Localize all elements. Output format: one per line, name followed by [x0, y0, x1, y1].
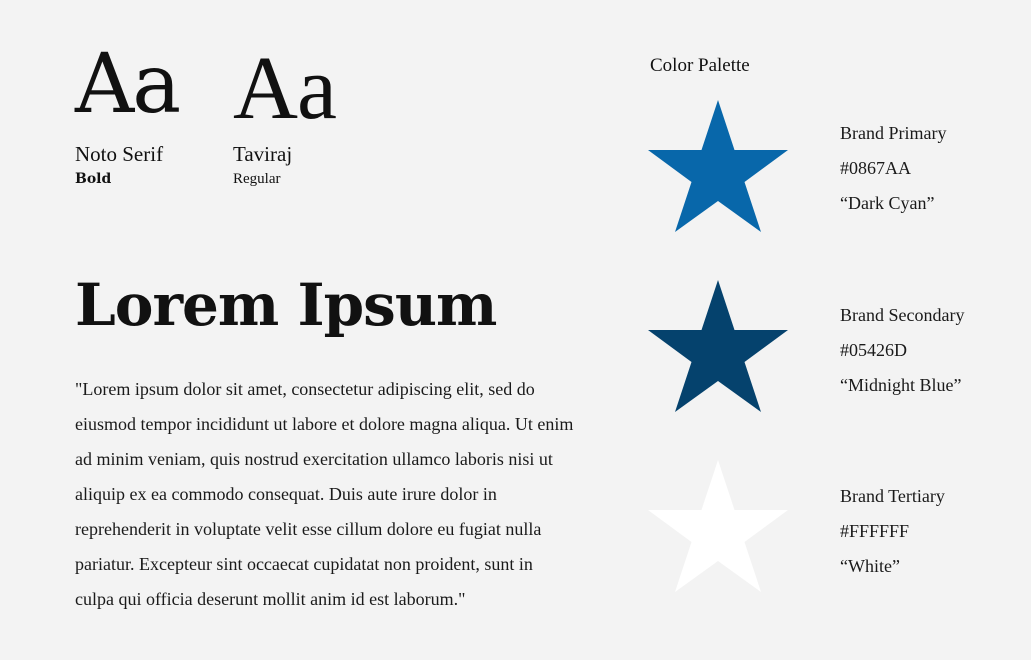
font-name-label: Noto Serif [75, 142, 164, 166]
swatch-secondary [646, 278, 790, 414]
color-name-label: “Dark Cyan” [840, 193, 935, 213]
font-sample-glyph: Aa [75, 37, 180, 132]
star-icon [646, 458, 790, 594]
palette-title: Color Palette [650, 55, 750, 76]
color-hex-value: #05426D [840, 340, 907, 360]
color-name-label: “White” [840, 556, 900, 576]
color-hex-value: #FFFFFF [840, 521, 910, 541]
sample-paragraph: "Lorem ipsum dolor sit amet, consectetur adipiscing elit, sed do eiusmod tempor incididunt ut labore et dolore magna aliqua. Ut enim ad minim veniam, quis nostrud exercitation ullamco laboris nisi ut aliquip ex ea commodo consequat. Duis aute irure dolor in reprehenderit in voluptate velit esse cillum dolore eu fugiat nulla pariatur. Excepteur sint occaecat cupidatat non proident, sunt in culpa qui officia deserunt mollit anim id est laborum." [75, 379, 574, 609]
sample-heading: Lorem Ipsum [75, 271, 497, 339]
color-hex-value: #0867AA [840, 158, 911, 178]
color-role-label: Brand Tertiary [840, 486, 945, 506]
font-name-label: Taviraj [233, 142, 293, 166]
swatch-info-secondary [840, 298, 964, 403]
star-icon [646, 278, 790, 414]
swatch-info-primary [840, 116, 946, 221]
font-sample-glyph: Aa [233, 39, 336, 138]
font-specimen-taviraj [233, 39, 336, 187]
font-specimen-noto-serif [75, 37, 180, 187]
font-weight-label: Bold [75, 171, 112, 187]
swatch-tertiary [646, 458, 790, 594]
swatch-info-tertiary [840, 479, 945, 584]
color-name-label: “Midnight Blue” [840, 375, 962, 395]
color-role-label: Brand Primary [840, 123, 947, 143]
color-role-label: Brand Secondary [840, 305, 965, 325]
font-weight-label: Regular [233, 171, 281, 187]
swatch-primary [646, 98, 790, 234]
star-icon [646, 98, 790, 234]
